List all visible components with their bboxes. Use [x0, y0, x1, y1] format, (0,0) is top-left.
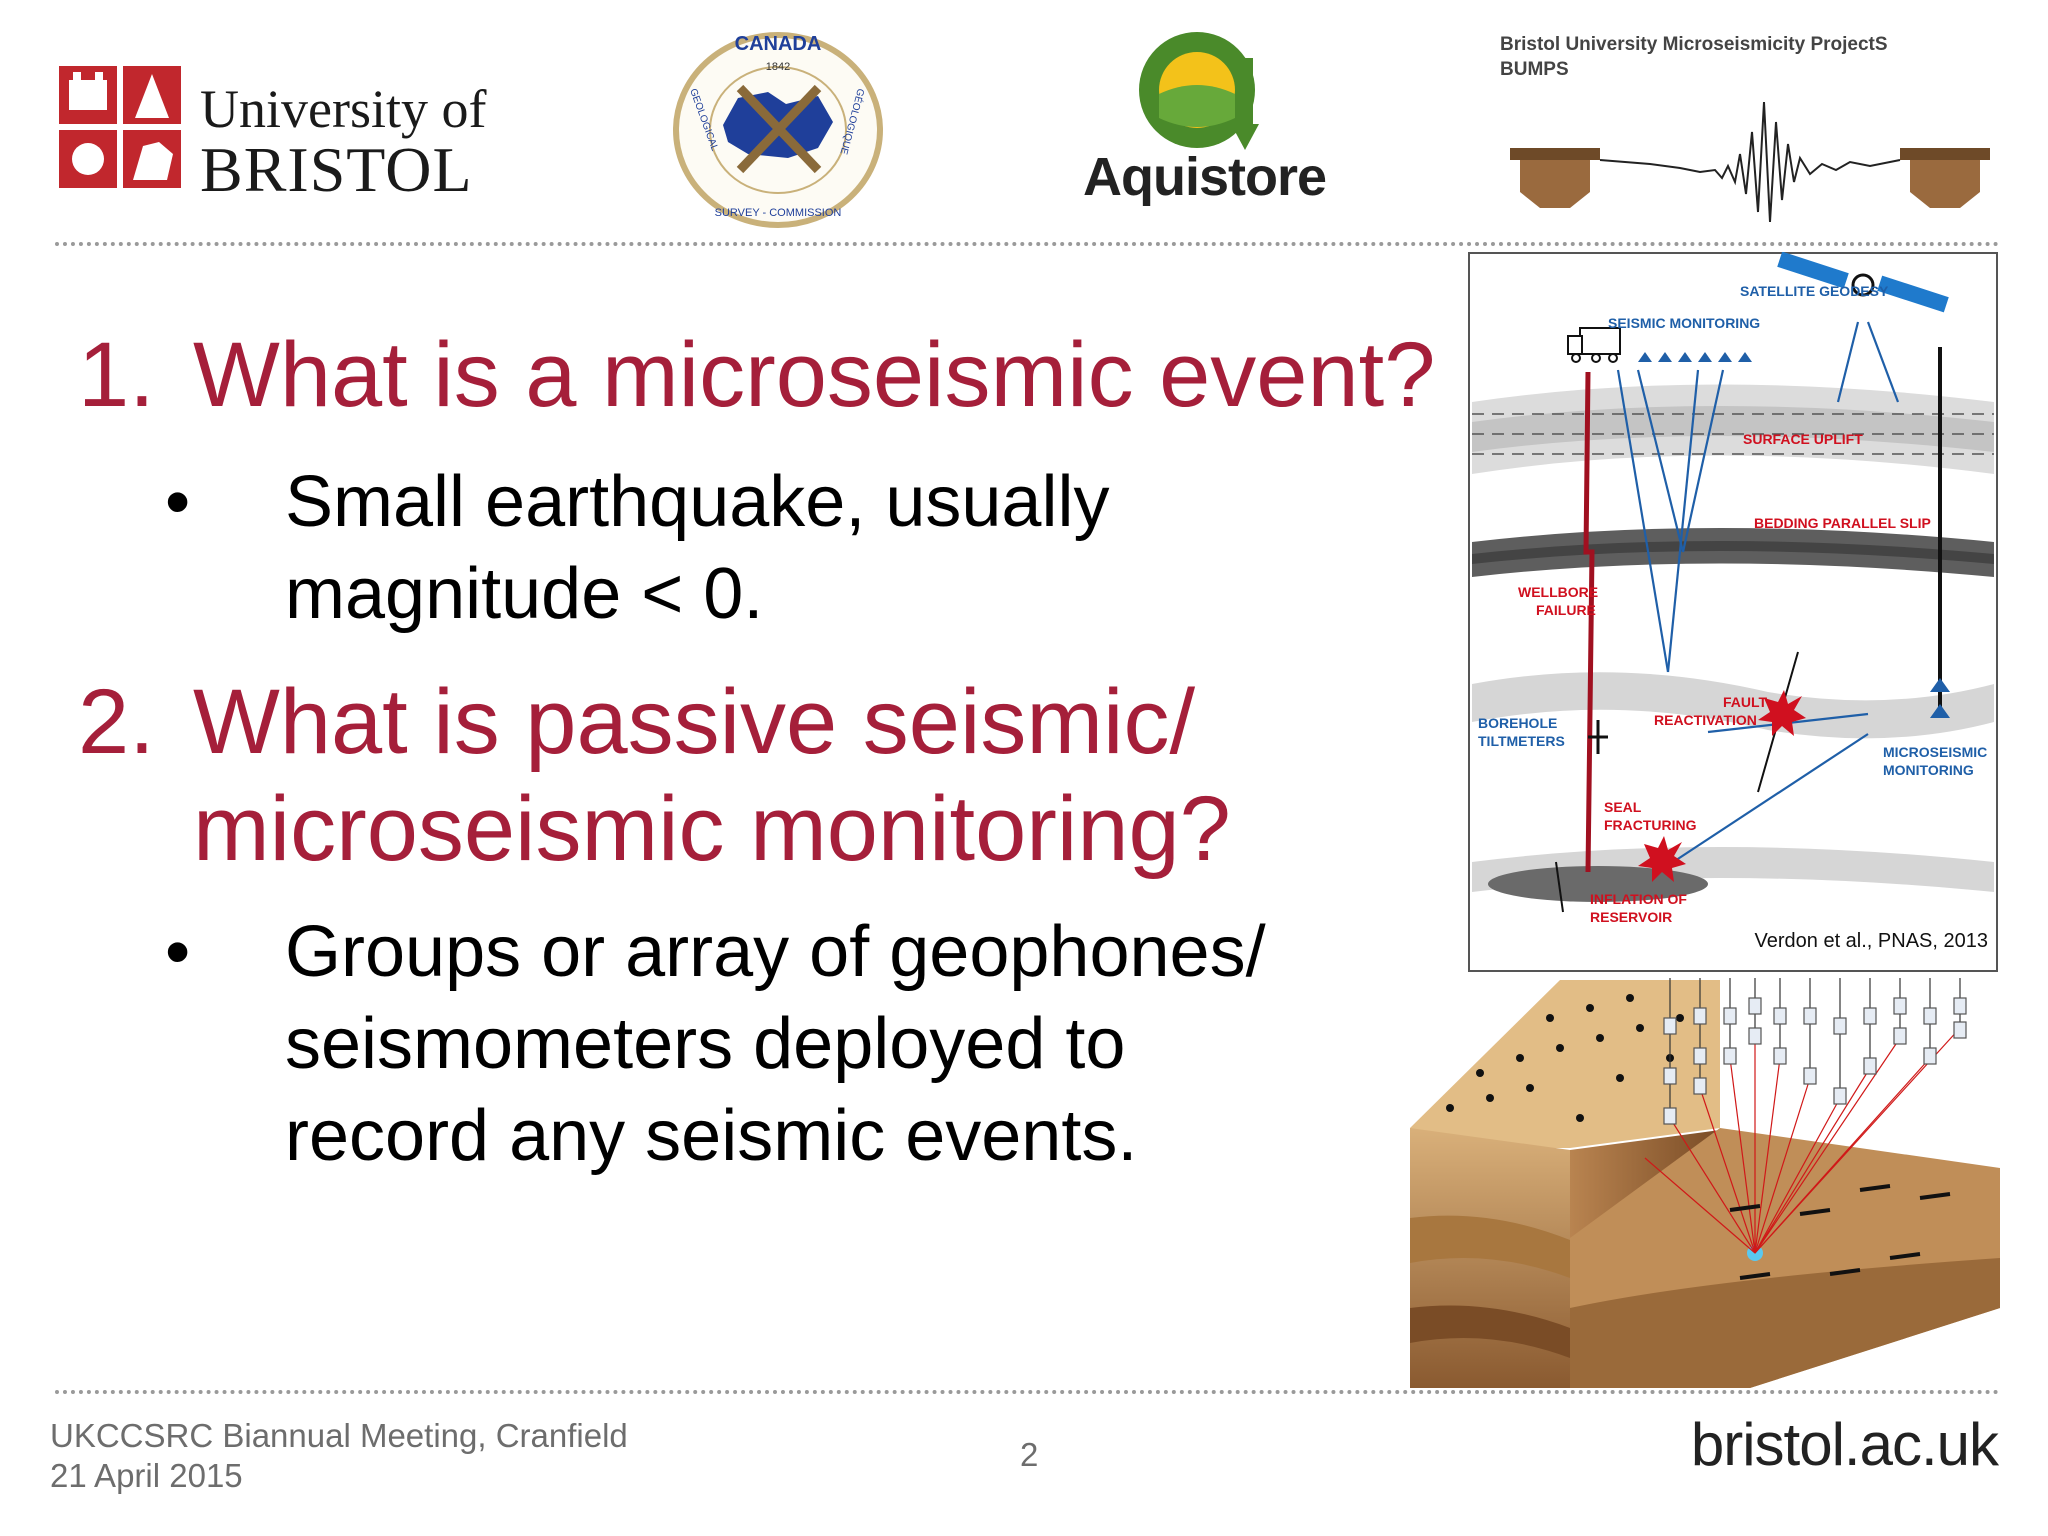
label-fault-1: FAULT — [1723, 694, 1768, 710]
footer-divider — [55, 1390, 2000, 1394]
bumps-title: Bristol University Microseismicity ProjectS — [1500, 34, 1888, 55]
label-wellbore-2: FAILURE — [1536, 602, 1596, 618]
label-micro-1: MICROSEISMIC — [1883, 744, 1988, 760]
gsc-seal-bottom-text: SURVEY - COMMISSION — [714, 207, 842, 219]
label-bedding-slip: BEDDING PARALLEL SLIP — [1754, 515, 1931, 531]
aquistore-wordmark: Aquistore — [1083, 147, 1327, 207]
bullet-2-line3: record any seismic events. — [285, 1096, 1138, 1176]
label-inflation-2: RESERVOIR — [1590, 909, 1673, 925]
page-number: 2 — [1020, 1436, 1039, 1473]
figure-citation: Verdon et al., PNAS, 2013 — [1754, 930, 1988, 952]
label-micro-2: MONITORING — [1883, 762, 1974, 778]
bullet-1-line2: magnitude < 0. — [285, 554, 764, 634]
uob-wordmark-line1: University of — [200, 79, 487, 139]
footer-date: 21 April 2015 — [50, 1457, 243, 1494]
uob-logo — [55, 62, 505, 205]
gsc-seal-left-text: GEOLOGICAL — [687, 87, 720, 153]
bumps-logo — [1500, 34, 2000, 234]
bullet-1-marker: • — [165, 462, 191, 542]
aquistore-logo — [1075, 28, 1340, 208]
label-satellite-geodesy: SATELLITE GEODESY — [1740, 283, 1889, 299]
gsc-seal-logo — [668, 30, 888, 230]
gsc-seal-right-text: GÉOLOGIQUE — [837, 87, 866, 156]
label-wellbore-1: WELLBORE — [1518, 584, 1599, 600]
label-fault-2: REACTIVATION — [1654, 712, 1757, 728]
seismogram-icon — [1500, 82, 2000, 232]
bullet-1-line1: Small earthquake, usually — [285, 462, 1110, 542]
question-2-line2: microseismic monitoring? — [193, 778, 1231, 880]
question-1-text: What is a microseismic event? — [193, 324, 1436, 426]
label-seismic-monitoring: SEISMIC MONITORING — [1608, 315, 1761, 331]
gsc-seal-year: 1842 — [765, 61, 791, 73]
label-seal-1: SEAL — [1604, 799, 1642, 815]
footer-meeting: UKCCSRC Biannual Meeting, Cranfield — [50, 1417, 628, 1454]
aquistore-emblem-icon — [1135, 28, 1275, 158]
bullet-2-line2: seismometers deployed to — [285, 1004, 1126, 1084]
gsc-seal-top-text: CANADA — [734, 33, 822, 55]
label-surface-uplift: SURFACE UPLIFT — [1743, 431, 1863, 447]
header-divider — [55, 242, 2000, 246]
uob-wordmark-line2: BRISTOL — [200, 134, 473, 205]
bullet-2-line1: Groups or array of geophones/ — [285, 912, 1266, 992]
microseismic-array-illustration — [1410, 978, 2000, 1390]
uob-crest-icon — [55, 62, 185, 192]
question-2-number: 2. — [78, 671, 155, 773]
question-2-line1: What is passive seismic/ — [193, 671, 1196, 773]
label-inflation-1: INFLATION OF — [1590, 891, 1687, 907]
label-seal-2: FRACTURING — [1604, 817, 1697, 833]
question-1-number: 1. — [78, 324, 155, 426]
footer-url: bristol.ac.uk — [1690, 1411, 1998, 1478]
bumps-acronym: BUMPS — [1500, 59, 1569, 80]
label-borehole-1: BOREHOLE — [1478, 715, 1558, 731]
monitoring-diagram — [1468, 252, 1998, 972]
label-borehole-2: TILTMETERS — [1478, 733, 1565, 749]
bullet-2-marker: • — [165, 912, 191, 992]
